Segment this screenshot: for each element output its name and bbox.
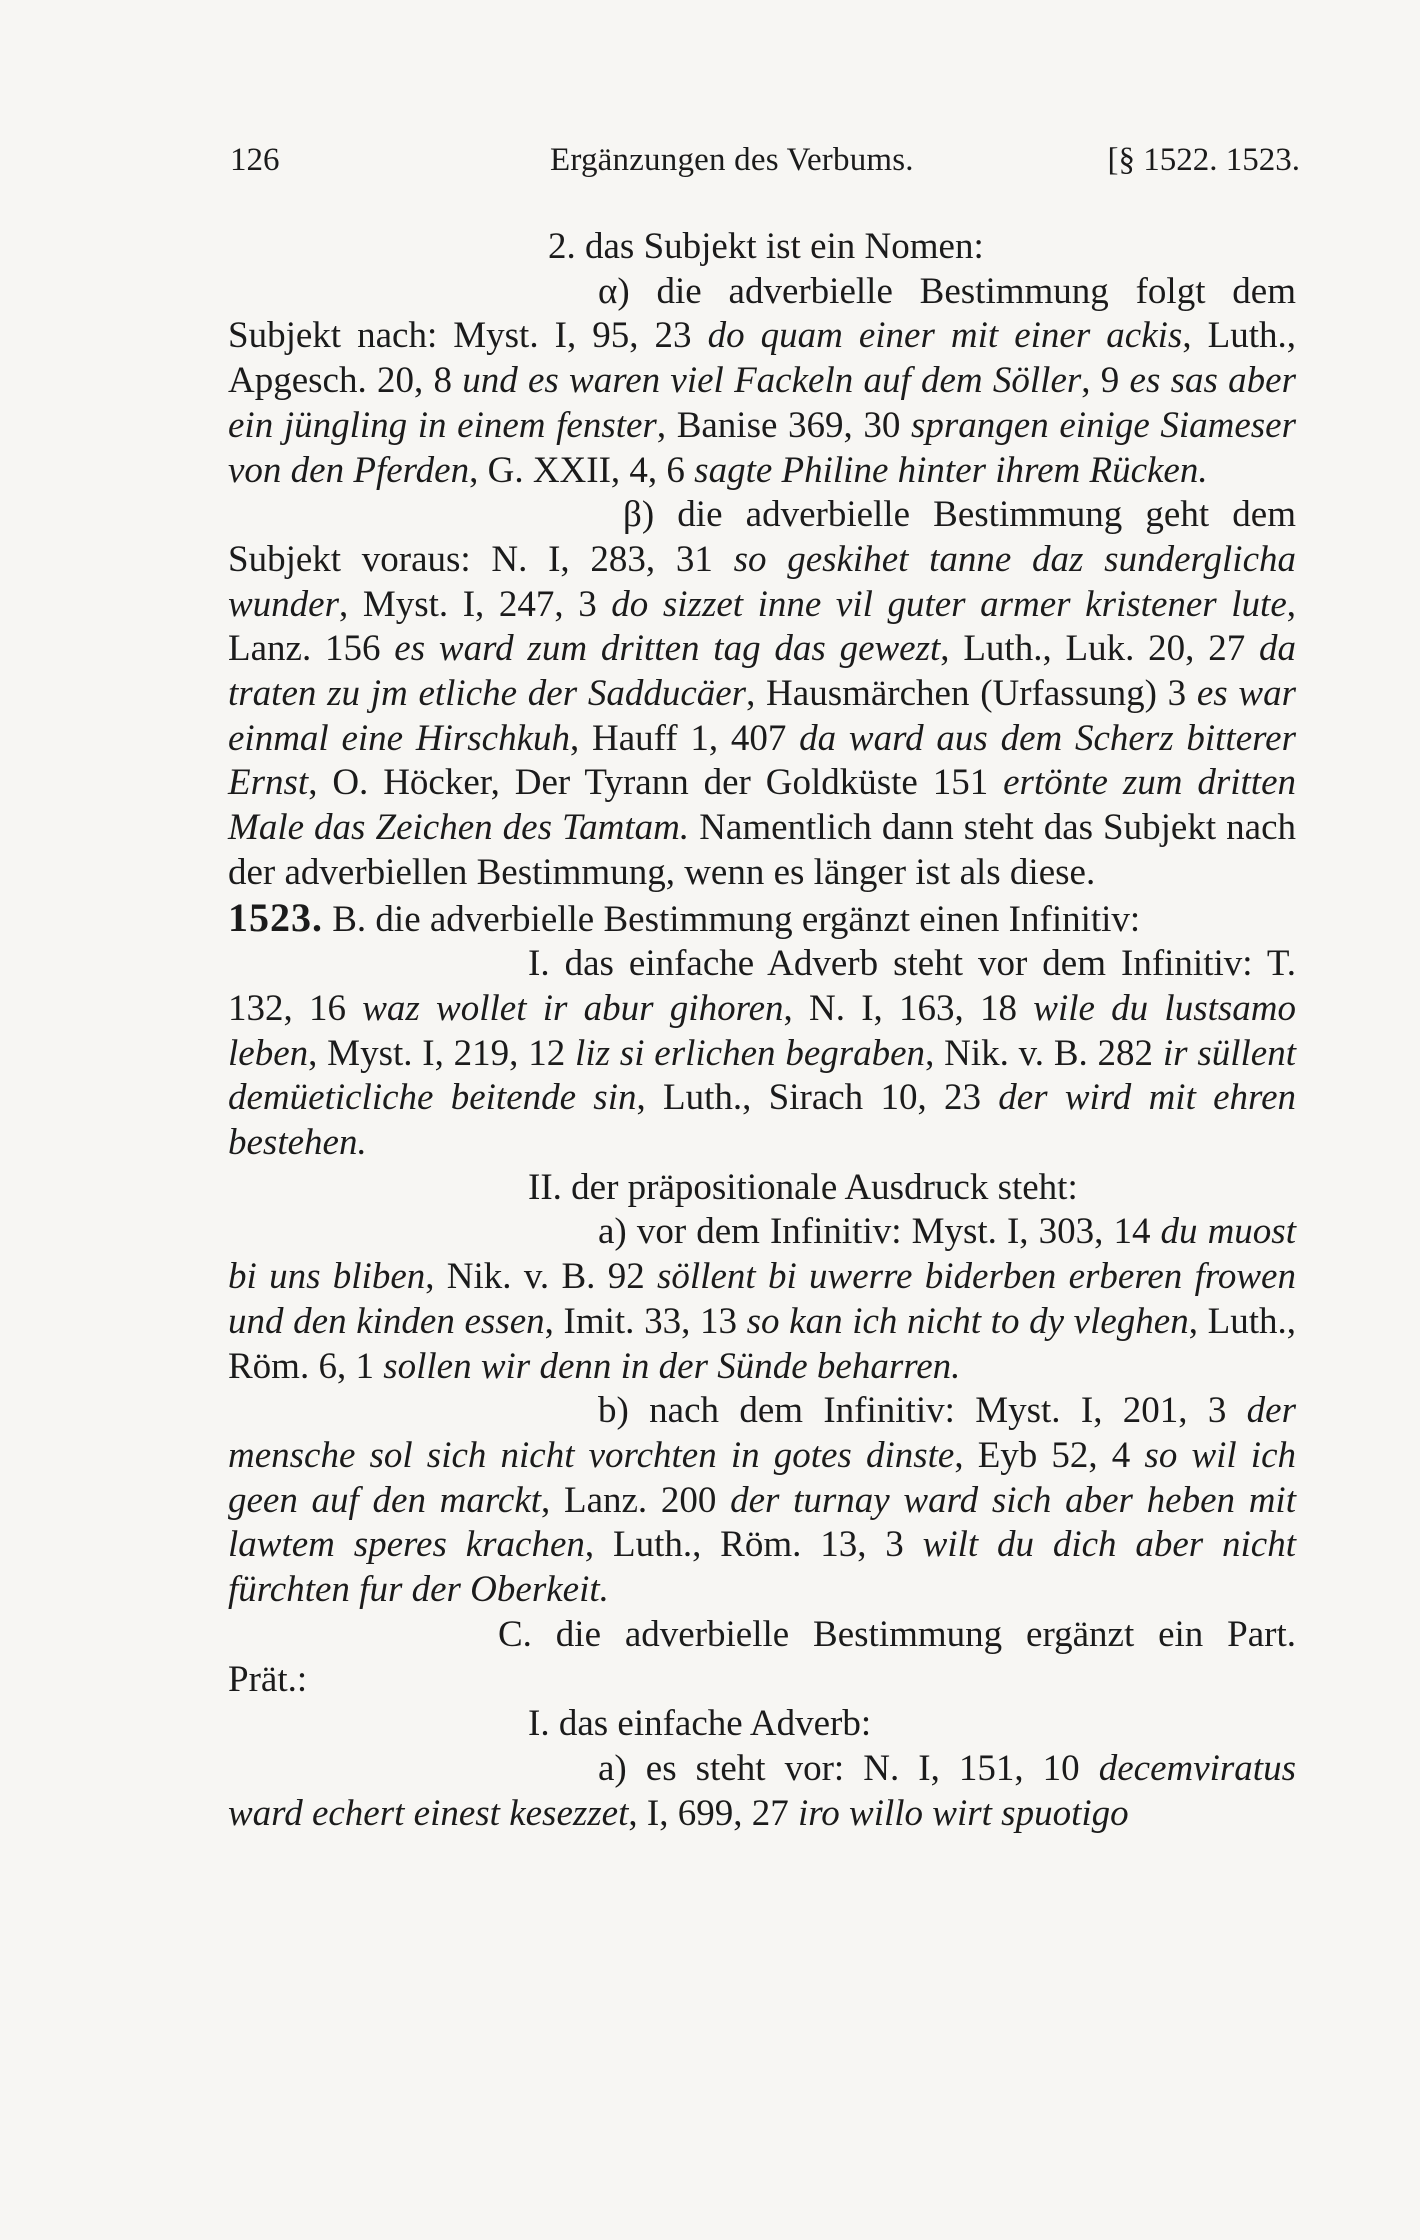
page-number: 126 (230, 142, 280, 178)
text-run: , Luth., Apgesch. 20, 8 (228, 315, 1296, 402)
italic-quote: der wird mit ehren bestehen. (228, 1077, 1296, 1164)
italic-quote: wile du lustsamo leben (228, 987, 1297, 1074)
text-run: , Lanz. 200 (541, 1479, 731, 1521)
italic-quote: söllent bi uwerre biderben erberen frowen und den kinden essen (228, 1256, 1296, 1342)
italic-quote: so kan ich nicht to dy vleghen (746, 1300, 1189, 1342)
italic-quote: da traten zu jm etliche der Sadducäer (228, 628, 1297, 715)
italic-quote: ertönte zum dritten Male das Zeichen des Tamtam. (228, 762, 1296, 849)
paragraph (228, 1166, 1296, 1211)
text-run: , Hauff 1, 407 (570, 717, 800, 759)
text-run: , G. XXII, 4, 6 (469, 449, 695, 491)
italic-quote: do sizzet inne vil guter armer kristener lute (611, 583, 1287, 625)
italic-quote: sagte Philine hinter ihrem Rücken. (694, 449, 1208, 491)
text-run: b) nach dem Infinitiv: Myst. I, 201, 3 (598, 1390, 1247, 1432)
text-run: , Imit. 33, 13 (544, 1300, 747, 1342)
italic-quote: der mensche sol sich nicht vorchten in gotes dinste (228, 1390, 1296, 1476)
italic-quote: so geskihet tanne daz sunderglicha wunder (228, 538, 1296, 625)
text-run: , Lanz. 156 (228, 583, 1296, 670)
text-run: , Eyb 52, 4 (954, 1434, 1145, 1476)
text-run: 2. das Subjekt ist ein Nomen: (548, 226, 984, 267)
text-run: a) es steht vor: N. I, 151, 10 (598, 1747, 1099, 1789)
italic-quote: waz wollet ir abur gihoren (362, 987, 784, 1029)
italic-quote: wilt du dich aber nicht fürchten fur der Oberkeit. (228, 1524, 1297, 1611)
text-run: B. die adverbielle Bestimmung ergänzt einen Infinitiv: (323, 898, 1141, 940)
text-run: , I, 699, 27 (628, 1792, 798, 1834)
text-run: , Myst. I, 219, 12 (308, 1032, 576, 1074)
section-number: 1523. (228, 894, 323, 940)
text-run: , Luth., Sirach 10, 23 (636, 1077, 999, 1119)
italic-quote: liz si erlichen begraben (575, 1032, 926, 1074)
paragraph (228, 1389, 1296, 1613)
italic-quote: und es waren viel Fackeln auf dem Söller (462, 360, 1082, 402)
italic-quote: iro willo wirt spuotigo (797, 1792, 1129, 1834)
text-run: I. das einfache Adverb: (528, 1703, 872, 1745)
text-run: , Nik. v. B. 92 (425, 1256, 657, 1298)
text-run: , Banise 369, 30 (656, 404, 911, 446)
text-run: α) die adverbielle Bestimmung folgt dem Subjekt nach: Myst. I, 95, 23 (228, 270, 1296, 357)
text-run: , Hausmärchen (Urfassung) 3 (746, 673, 1197, 715)
italic-quote: der turnay ward sich aber heben mit lawtem speres krachen (228, 1479, 1296, 1566)
text-run: , Luth., Röm. 13, 3 (584, 1524, 923, 1566)
paragraph (228, 1613, 1296, 1702)
text-run: , Nik. v. B. 282 (925, 1032, 1163, 1074)
text-run: II. der präpositionale Ausdruck steht: (528, 1166, 1078, 1208)
running-header (230, 142, 1300, 182)
paragraph (228, 896, 1296, 943)
section-reference: [§ 1522. 1523. (1107, 142, 1300, 178)
italic-quote: sollen wir denn in der Sünde beharren. (383, 1345, 961, 1387)
paragraph (228, 225, 1296, 270)
text-run: C. die adverbielle Bestimmung ergänzt ein Part. Prät.: (228, 1613, 1296, 1700)
paragraph (228, 1210, 1296, 1389)
italic-quote: decemviratus ward echert einest kesezzet (228, 1747, 1296, 1834)
italic-quote: es war einmal eine Hirschkuh (228, 673, 1296, 759)
text-run: , O. Höcker, Der Tyrann der Goldküste 151 (308, 762, 1004, 804)
text-run: Namentlich dann steht das Subjekt nach der adverbiellen Bestimmung, wenn es länger ist als diese. (228, 807, 1296, 893)
paragraph (228, 270, 1296, 494)
running-title: Ergänzungen des Verbums. (550, 142, 914, 178)
paragraph (228, 1702, 1296, 1747)
paragraph (228, 942, 1296, 1166)
italic-quote: es ward zum dritten tag das gewezt (394, 628, 941, 670)
italic-quote: es sas aber ein jüngling in einem fenster (228, 360, 1296, 446)
italic-quote: ir süllent demüeticliche beitende sin (228, 1032, 1297, 1119)
italic-quote: da ward aus dem Scherz bitterer Ernst (228, 717, 1296, 804)
text-run: , 9 (1081, 360, 1130, 402)
text-run: , Luth., Röm. 6, 1 (228, 1300, 1296, 1387)
paragraph (228, 493, 1296, 895)
text-run: , Myst. I, 247, 3 (339, 583, 612, 625)
italic-quote: du muost bi uns bliben (228, 1211, 1296, 1298)
paragraph (228, 1747, 1296, 1836)
text-run: a) vor dem Infinitiv: Myst. I, 303, 14 (598, 1211, 1161, 1253)
italic-quote: so wil ich geen auf den marckt (228, 1434, 1297, 1521)
text-run: , Luth., Luk. 20, 27 (940, 628, 1260, 670)
text-run: , N. I, 163, 18 (783, 987, 1034, 1029)
page-body (228, 225, 1296, 1836)
text-run: I. das einfache Adverb steht vor dem Infinitiv: T. 132, 16 (228, 943, 1296, 1029)
italic-quote: sprangen einige Siameser von den Pferden (228, 404, 1296, 491)
text-run: β) die adverbielle Bestimmung geht dem Subjekt voraus: N. I, 283, 31 (228, 494, 1296, 580)
italic-quote: do quam einer mit einer ackis (707, 315, 1183, 357)
